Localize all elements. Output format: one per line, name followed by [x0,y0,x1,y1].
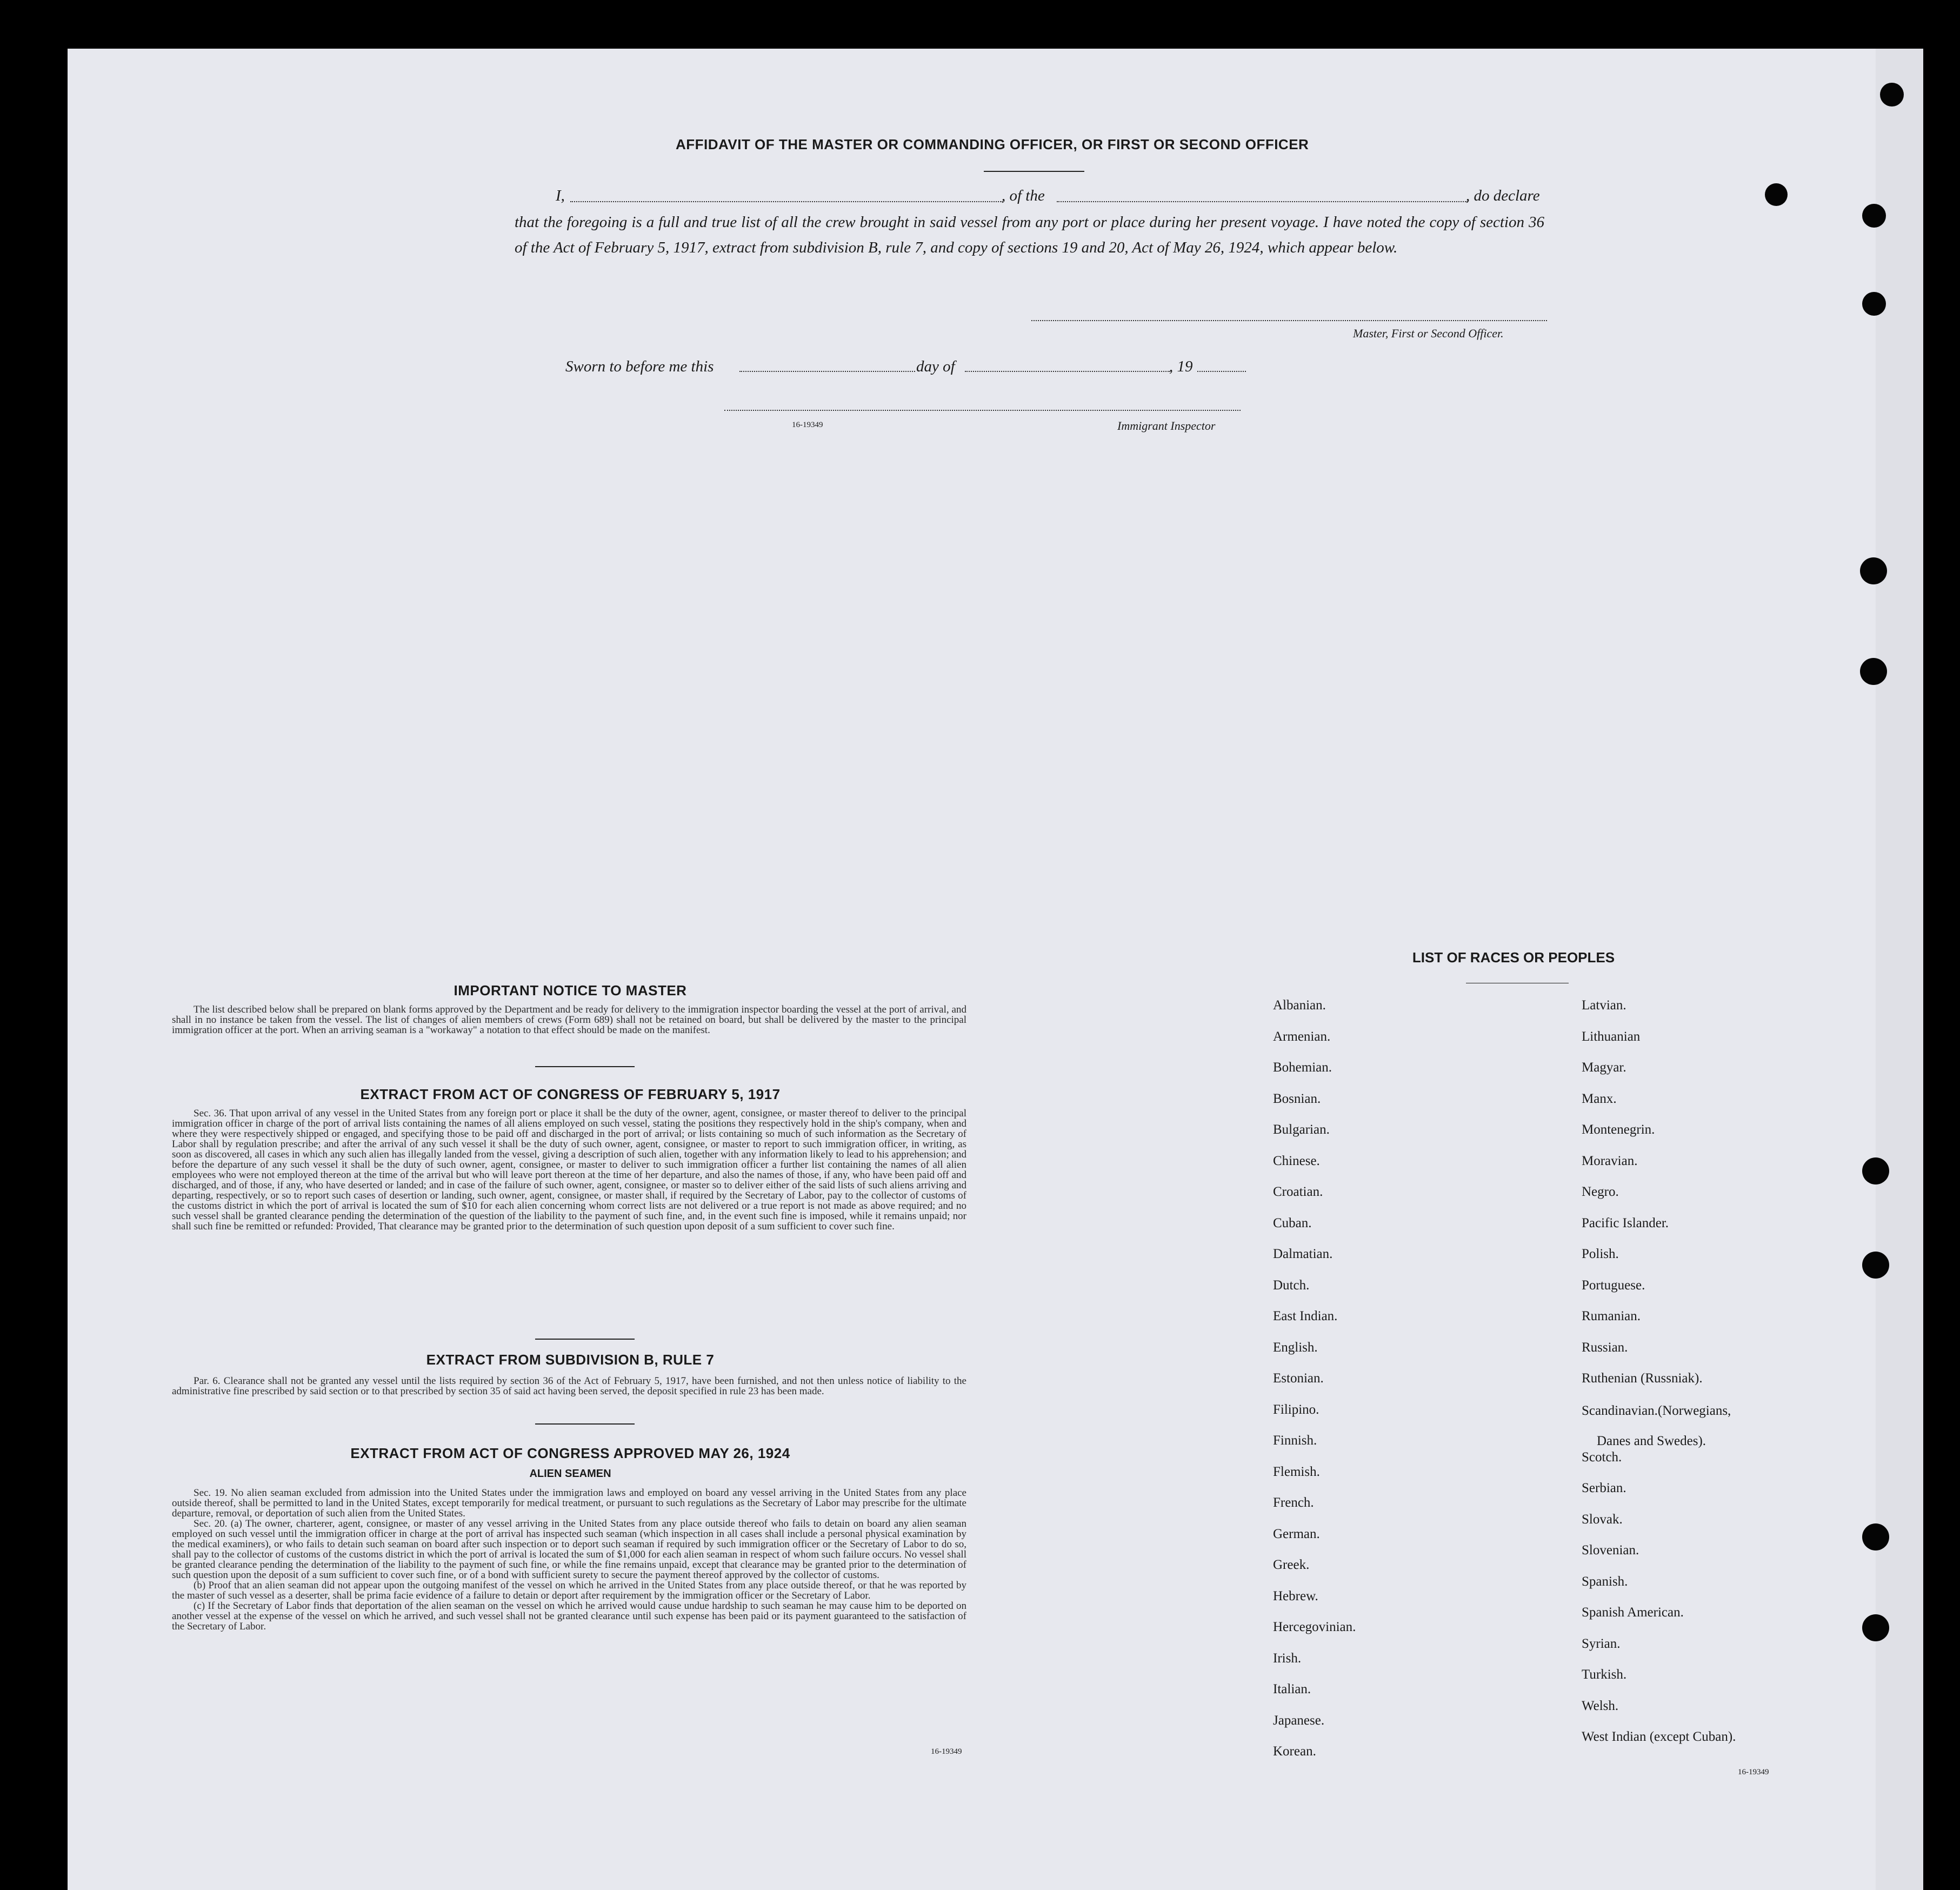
race-item: Irish. [1273,1651,1302,1666]
sec20a-paragraph: Sec. 20. (a) The owner, charterer, agent, consignee, or master of any vessel arriving in the United States from any place outside thereof who fails to detain on board any alien seaman employed on such vessel until the immigration officer in charge at the port of arrival has inspected such seaman (which inspection in all cases shall include a personal physical examination by the medical examiners), or who fails to detain such seaman on board after such inspection or to deport such seaman if required by such immigration officer or the Secretary of Labor to do so, shall pay to the collector of customs of the customs district in which the port of arrival is located the sum of $1,000 for each alien seaman in respect of whom such failure occurs. No vessel shall be granted clearance pending the determination of the liability to the payment of such fine, or while the fine remains unpaid, except that clearance may be granted prior to the determination of such question upon the deposit of a sum sufficient to cover such fine, or of a bond with sufficient surety to secure the payment thereof approved by the collector of customs. [172,1518,966,1581]
punch-hole [1860,658,1887,685]
sec19-paragraph: Sec. 19. No alien seaman excluded from admission into the United States under the immigration laws and employed on board any vessel arriving in the United States from any place outside thereof, shall be permitted to land in the United States, except temporarily for medical treatment, or pursuant to such regulations as the Secretary of Labor may prescribe for the ultimate departure, removal, or deportation of such alien from the United States. [172,1487,966,1519]
race-item: Pacific Islander. [1582,1215,1669,1230]
races-title: LIST OF RACES OR PEOPLES [1412,949,1615,966]
race-item: Japanese. [1273,1713,1325,1728]
race-item: Russian. [1582,1340,1628,1355]
inspector-label: Immigrant Inspector [1117,419,1216,432]
race-item: Moravian. [1582,1153,1638,1168]
race-item: Scotch. [1582,1449,1622,1465]
race-item: Scandinavian.(Norwegians, [1582,1403,1731,1418]
sheet-edge [1876,49,1923,1890]
race-item: Armenian. [1273,1029,1331,1044]
section-divider [535,1339,635,1340]
race-item: Hercegovinian. [1273,1620,1356,1634]
year-prefix: , 19 [1169,358,1193,375]
punch-hole [1862,204,1886,228]
declarant-name-field[interactable] [570,201,1003,202]
punch-hole [1862,1523,1889,1550]
race-item: Dutch. [1273,1277,1310,1293]
notice-text: The list described below shall be prepared on blank forms approved by the Department and be ready for delivery to the immigration inspector boarding the vessel at the port of arrival, and shall in no instance be taken from the vessel. The list of changes of alien members of crews (Form 689) shall not be retained on board, but shall be delivered by the master to the principal immigration officer at the port. When an arriving seaman is a "workaway" a notation to that effect should be made on the manifest. [172,1004,966,1036]
punch-hole [1765,183,1788,206]
extract-1924-text [172,1488,966,1632]
race-item: Portuguese. [1582,1277,1645,1293]
race-item: Flemish. [1273,1464,1320,1479]
race-item: Bosnian. [1273,1091,1321,1106]
race-item: Bohemian. [1273,1060,1332,1075]
affidavit-title: AFFIDAVIT OF THE MASTER OR COMMANDING OFFICER, OR FIRST OR SECOND OFFICER [676,136,1309,152]
race-item: Montenegrin. [1582,1122,1655,1137]
race-item: Estonian. [1273,1371,1324,1386]
sworn-year-field[interactable] [1197,371,1246,372]
signature-label: Master, First or Second Officer. [1353,327,1504,340]
signature-field[interactable] [1031,320,1547,321]
extract-1917-text: Sec. 36. That upon arrival of any vessel in the United States from any foreign port or place it shall be the duty of the owner, agent, consignee, or master thereof to deliver to the principal immigration officer in charge of the port of arrival lists containing the names of all aliens employed on such vessel, stating the positions they respectively hold in the ship's company, when and where they were respectively shipped or engaged, and specifying those to be paid off and discharged in the port of arrival; or lists containing so much of such information as the Secretary of Labor shall by regulation prescribe; and after the arrival of any such vessel it shall be the duty of such owner, agent, consignee, or master to report to such immigration officer, in writing, as soon as discovered, all cases in which any such alien has illegally landed from the vessel, giving a description of such alien, together with any information likely to lead to his apprehension; and before the departure of any such vessel it shall be the duty of such owner, agent, consignee, or master to deliver to such immigration officer a further list containing the names of all alien employees who were not employed thereon at the time of the arrival but who will leave port thereon at the time of her departure, and also the names of those, if any, who have been paid off and discharged, and of those, if any, who have deserted or landed; and in case of the failure of such owner, agent, consignee, or master so to deliver either of the said lists of such aliens arriving and departing, respectively, or so to report such cases of desertion or landing, such owner, agent, consignee, or master shall, if required by the Secretary of Labor, pay to the collector of customs of the customs district in which the port of arrival is located the sum of $10 for each alien concerning whom correct lists are not delivered or a true report is not made as above required; and no such vessel shall be granted clearance pending the determination of the question of the liability to the payment of such fine, and, in the event such fine is imposed, while it remains unpaid; nor shall such fine be remitted or refunded: Provided, That clearance may be granted prior to the determination of such question upon deposit of a sum sufficient to cover such fine. [172,1108,966,1232]
punch-hole [1860,557,1887,584]
race-item: West Indian (except Cuban). [1582,1729,1736,1745]
race-item: Chinese. [1273,1153,1320,1168]
race-item: Manx. [1582,1091,1617,1106]
race-item: East Indian. [1273,1309,1338,1323]
race-item: Rumanian. [1582,1309,1641,1323]
of-the-label: , of the [1002,187,1045,204]
race-item: Filipino. [1273,1402,1319,1417]
race-item: Korean. [1273,1744,1316,1759]
title-divider [984,171,1084,172]
section-divider [535,1066,635,1067]
race-item: Latvian. [1582,998,1626,1013]
race-item: Bulgarian. [1273,1122,1330,1137]
race-item: Greek. [1273,1558,1310,1572]
sworn-month-field[interactable] [965,371,1170,372]
race-item: Polish. [1582,1247,1619,1261]
vessel-name-field[interactable] [1057,201,1468,202]
race-item: Magyar. [1582,1060,1626,1075]
race-item: Spanish American. [1582,1605,1684,1620]
race-item: Negro. [1582,1184,1619,1199]
inspector-signature-field[interactable] [724,410,1241,411]
punch-hole [1862,1614,1889,1641]
affidavit-statement: that the foregoing is a full and true list of all the crew brought in said vessel from any port or place during her present voyage. I have noted the copy of section 36 of the Act of February 5, 1917, extract from subdivision B, rule 7, and copy of sections 19 and 20, Act of May 26, 1924, which appear below. [515,214,1544,256]
extract-1924-title: EXTRACT FROM ACT OF CONGRESS APPROVED MAY 26, 1924 [350,1445,790,1461]
extract-rule7-title: EXTRACT FROM SUBDIVISION B, RULE 7 [426,1352,715,1368]
sworn-day-field[interactable] [739,371,915,372]
punch-hole [1862,292,1886,316]
form-number: 16-19349 [792,421,823,429]
race-item: English. [1273,1340,1318,1355]
race-item: German. [1273,1526,1320,1541]
alien-seamen-subtitle: ALIEN SEAMEN [529,1468,611,1480]
sec20b-paragraph: (b) Proof that an alien seaman did not appear upon the outgoing manifest of the vessel on which he arrived in the United States from any place outside thereof, or that he was reported by the master of such vessel as a deserter, shall be prima facie evidence of a failure to detain or deport after requirement by the immigration officer or the Secretary of Labor. [172,1580,966,1601]
declarant-prefix: I, [556,187,565,204]
extract-rule7-text: Par. 6. Clearance shall not be granted any vessel until the lists required by section 36 of the Act of February 5, 1917, have been furnished, and not then unless notice of liability to the administrative fine prescribed by said section or to that prescribed by section 35 of said act having been served, the deposit specified in rule 23 has been made. [172,1375,966,1397]
race-item: Cuban. [1273,1215,1312,1230]
race-item: Hebrew. [1273,1588,1318,1603]
form-number: 16-19349 [931,1747,962,1756]
race-item: Slovak. [1582,1512,1623,1527]
race-item: Slovenian. [1582,1543,1639,1558]
sworn-label: Sworn to before me this [565,358,714,375]
race-item: Ruthenian (Russniak). [1582,1371,1703,1386]
punch-hole [1880,83,1904,107]
race-item: Lithuanian [1582,1029,1641,1044]
extract-1917-title: EXTRACT FROM ACT OF CONGRESS OF FEBRUARY 5, 1917 [360,1086,781,1102]
race-item: Turkish. [1582,1667,1627,1682]
notice-title: IMPORTANT NOTICE TO MASTER [454,982,687,999]
race-item: Italian. [1273,1682,1311,1696]
race-item: French. [1273,1495,1314,1510]
race-item: Serbian. [1582,1481,1626,1496]
race-item: Danes and Swedes). [1597,1434,1706,1449]
form-number: 16-19349 [1738,1768,1769,1776]
do-declare-label: , do declare [1466,187,1540,204]
sec20c-paragraph: (c) If the Secretary of Labor finds that deportation of the alien seaman on the vessel on which he arrived would cause undue hardship to such seaman he may cause him to be deported on another vessel at the expense of the vessel on which he arrived, and such vessel shall not be granted clearance until such expense has been paid or its payment guaranteed to the satisfaction of the Secretary of Labor. [172,1600,966,1632]
race-item: Croatian. [1273,1184,1323,1199]
punch-hole [1862,1157,1889,1184]
section-divider [535,1423,635,1425]
race-item: Albanian. [1273,998,1326,1013]
race-item: Dalmatian. [1273,1247,1333,1261]
race-item: Spanish. [1582,1574,1628,1589]
race-item: Welsh. [1582,1698,1619,1713]
race-item: Syrian. [1582,1636,1621,1651]
race-item: Finnish. [1273,1433,1317,1448]
punch-hole [1862,1252,1889,1279]
day-of-label: day of [916,358,955,375]
